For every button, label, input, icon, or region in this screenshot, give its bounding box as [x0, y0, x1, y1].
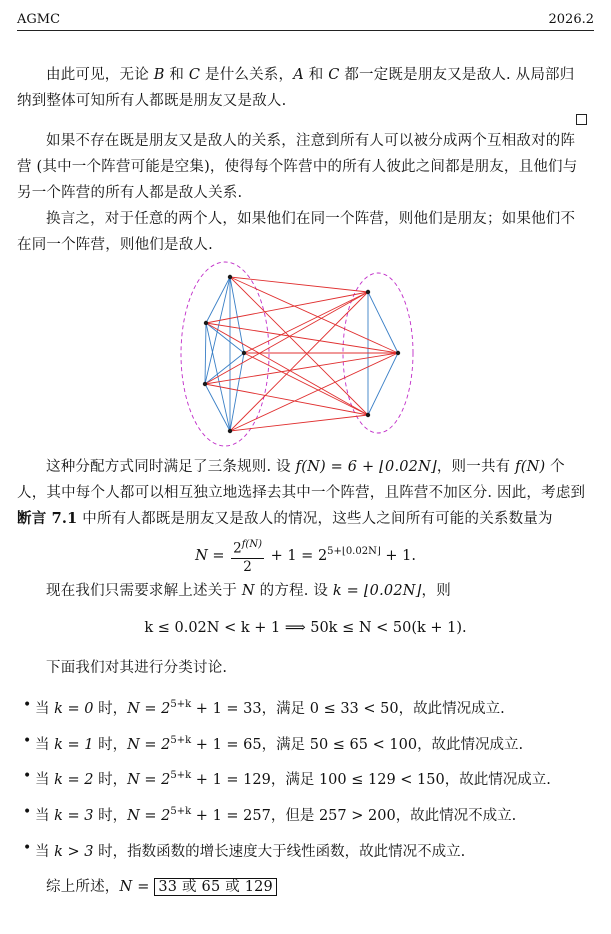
equation-inequality: k ≤ 0.02N < k + 1 ⟹ 50k ≤ N < 50(k + 1).	[144, 620, 467, 636]
paragraph-final-answer: 综上所述，N = 33 或 65 或 129	[17, 874, 589, 900]
friend-edge	[205, 277, 230, 384]
paragraph-restatement: 换言之，对于任意的两个人，如果他们在同一个阵营，则他们是朋友；如果他们不在同一个阵营，则他们是敌人.	[17, 211, 576, 253]
graph-node	[203, 382, 207, 386]
graph-node	[366, 413, 370, 417]
enemy-edge	[230, 277, 368, 292]
enemy-edge	[230, 415, 368, 431]
friend-edge	[368, 353, 398, 415]
list-item: • 当 k > 3 时，指数函数的增长速度大于线性函数，故此情况不成立.	[23, 840, 466, 860]
list-item: • 当 k = 0 时，$N = 2^{5+k} + 1 = 33$，满足 0 ≤ 33 < 50，故此情况成立.	[23, 697, 505, 717]
friend-edge	[368, 292, 398, 353]
header-date: 2026.2	[548, 12, 594, 27]
enemy-edge	[205, 353, 398, 384]
camp-left-ellipse	[181, 262, 269, 446]
enemy-edge	[230, 353, 398, 431]
enemy-edge	[230, 277, 368, 415]
paragraph-counting: 这种分配方式同时满足了三条规则. 设 f(N) = 6 + ⌊0.02N⌋，则一共有 f(N) 个人，其中每个人都可以相互独立地选择去其中一个阵营，且阵营不加区分. 因此，考虑到断言 7.1 中所有人都既是朋友又是敌人的情况，这些人之间所有可能的关系数量为	[17, 459, 586, 527]
enemy-edge	[244, 292, 368, 353]
fraction: $\frac{2^{f(N)}}{2}$	[231, 536, 264, 576]
list-item: • 当 k = 3 时，$N = 2^{5+k} + 1 = 257$，但是 257 > 200，故此情况不成立.	[23, 804, 517, 824]
enemy-edge	[244, 353, 368, 415]
friend-edge	[206, 277, 230, 323]
paragraph-case-intro: 下面我们对其进行分类讨论.	[46, 660, 228, 676]
paragraph-solve: 现在我们只需要求解上述关于 N 的方程. 设 k = ⌊0.02N⌋，则	[46, 583, 451, 599]
header-journal: AGMC	[17, 12, 61, 27]
graph-node	[396, 351, 400, 355]
claim-reference: 断言 7.1	[17, 510, 78, 527]
graph-node	[228, 275, 232, 279]
equation-count: N = $\frac{2^{f(N)}}{2}$ + $1 = 2^{5+⌊0.02N⌋} + 1$.	[0, 536, 611, 576]
paragraph-two-camps: 如果不存在既是朋友又是敌人的关系，注意到所有人可以被分成两个互相敌对的阵营 (其中一个阵营可能是空集)，使得每个阵营中的所有人彼此之间都是朋友，且他们与另一个阵营的所有人都是敌人关系.	[17, 133, 578, 201]
enemy-edge	[205, 384, 368, 415]
enemy-edge	[230, 277, 398, 353]
graph-node	[242, 351, 246, 355]
friend-edge	[205, 384, 230, 431]
friend-edge	[205, 323, 206, 384]
graph-node	[228, 429, 232, 433]
boxed-answer: 33 或 65 或 129	[154, 878, 277, 896]
graph-node	[204, 321, 208, 325]
list-item: • 当 k = 1 时，$N = 2^{5+k} + 1 = 65$，满足 50 ≤ 65 < 100，故此情况成立.	[23, 733, 524, 753]
list-item: • 当 k = 2 时，$N = 2^{5+k} + 1 = 129$，满足 100 ≤ 129 < 150，故此情况成立.	[23, 768, 551, 788]
paragraph-conclusion-local: 由此可见，无论 B 和 C 是什么关系，A 和 C 都一定既是朋友又是敌人. 从局部归纳到整体可知所有人都既是朋友又是敌人.	[17, 67, 575, 109]
graph-node	[366, 290, 370, 294]
